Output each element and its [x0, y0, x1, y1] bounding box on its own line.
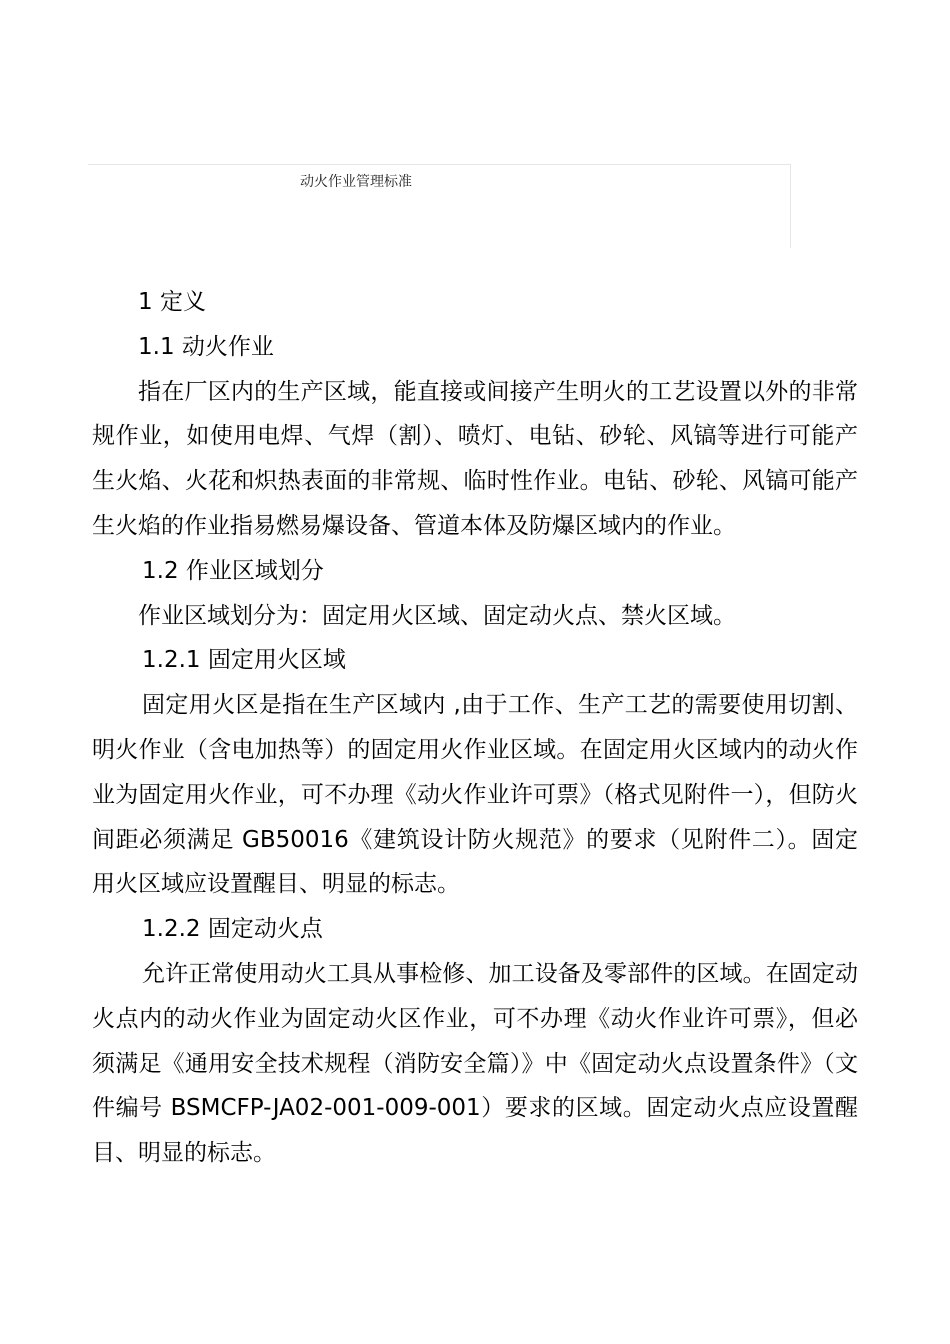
header-rule: [88, 164, 791, 165]
document-body: [92, 280, 858, 1176]
section-1-2-1-paragraph: 固定用火区是指在生产区域内 ,由于工作、生产工艺的需要使用切割、明火作业（含电加热等）的固定用火作业区域。在固定用火区域内的动火作业为固定用火作业，可不办理《动火作业许可票》（格式见附件一），但防火间距必须满足 GB50016《建筑设计防火规范》的要求（见附件二）。固定用火区域应设置醒目、明显的标志。: [92, 692, 858, 898]
section-1-2-paragraph: 作业区域划分为：固定用火区域、固定动火点、禁火区域。: [138, 602, 736, 629]
section-1-2-2-heading: 1.2.2 固定动火点: [142, 916, 323, 943]
section-1-heading: 1 定义: [138, 289, 206, 315]
section-1-1-heading: 1.1 动火作业: [138, 333, 274, 360]
section-1-2-2-paragraph: 允许正常使用动火工具从事检修、加工设备及零部件的区域。在固定动火点内的动火作业为固定动火区作业，可不办理《动火作业许可票》，但必须满足《通用安全技术规程（消防安全篇）》中《固定动火点设置条件》（文件编号 BSMCFP-JA02-001-009-001）要求的区域。固定动火点应设置醒目、明显的标志。: [92, 960, 858, 1167]
section-1-2-1-heading: 1.2.1 固定用火区域: [142, 647, 346, 674]
header-side-rule: [790, 164, 791, 248]
page-header-title: 动火作业管理标准: [300, 174, 412, 190]
section-1-1-paragraph: 指在厂区内的生产区域，能直接或间接产生明火的工艺设置以外的非常规作业，如使用电焊、气焊（割）、喷灯、电钻、砂轮、风镐等进行可能产生火焰、火花和炽热表面的非常规、临时性作业。电钻、砂轮、风镐可能产生火焰的作业指易燃易爆设备、管道本体及防爆区域内的作业。: [92, 378, 858, 539]
section-1-2-heading: 1.2 作业区域划分: [142, 557, 324, 584]
